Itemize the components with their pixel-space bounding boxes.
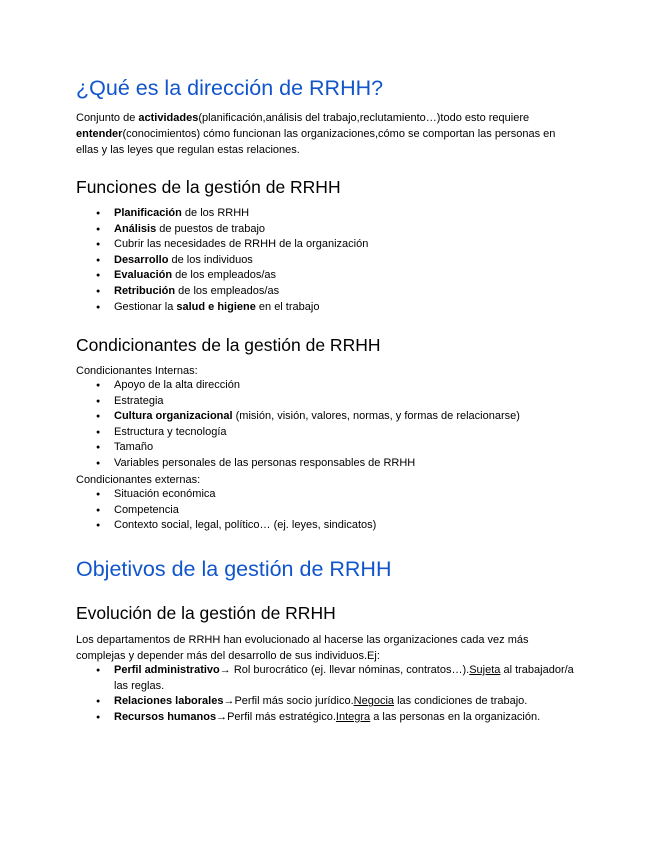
list-item (76, 284, 581, 300)
text-run: de los empleados/as (172, 269, 277, 282)
text-run: las condiciones de trabajo. (394, 695, 528, 708)
underlined-term: Negocia (353, 695, 395, 708)
list-item (76, 222, 581, 238)
text-run: a las personas en la organización. (370, 710, 541, 723)
text-run: de los empleados/as (175, 284, 280, 297)
text-run: Gestionar la (114, 300, 177, 313)
text-run: Variables personales de las personas responsables de RRHH (114, 456, 416, 469)
text-run: Estructura y tecnología (114, 425, 227, 438)
text-run: Situación económica (114, 488, 216, 500)
text-run: Competencia (114, 503, 179, 516)
bold-term: Recursos humanos (114, 710, 217, 723)
external-list (76, 487, 581, 534)
list-item (76, 487, 581, 503)
bold-term: Perfil administrativo (114, 664, 220, 676)
text-run: → Rol burocrático (ej. llevar nóminas, contratos…). (219, 664, 470, 676)
list-item (76, 456, 581, 472)
list-item (76, 440, 581, 456)
text-run: en el trabajo (255, 300, 320, 313)
heading-que-es-rrhh: ¿Qué es la dirección de RRHH? (76, 76, 384, 100)
list-item (76, 409, 581, 425)
text-run: →Perfil más estratégico. (216, 710, 336, 723)
bold-term: Relaciones laborales (114, 695, 224, 708)
funciones-list (76, 206, 581, 315)
heading-condicionantes: Condicionantes de la gestión de RRHH (76, 335, 381, 355)
text-run: de los RRHH (181, 207, 250, 219)
list-item (76, 425, 581, 441)
text-run: Estrategia (114, 394, 164, 407)
internal-label: Condicionantes Internas: (76, 365, 198, 377)
bold-term: Cultura organizacional (114, 410, 233, 423)
underlined-term: Sujeta (469, 664, 501, 676)
text-run: Cubrir las necesidades de RRHH de la organización (114, 238, 369, 251)
bold-term: salud e higiene (176, 300, 256, 313)
list-item (76, 253, 581, 269)
text-run: de puestos de trabajo (156, 222, 266, 235)
heading-evolucion: Evolución de la gestión de RRHH (76, 603, 336, 623)
evolucion-list (76, 663, 581, 725)
text-run: Tamaño (114, 441, 154, 454)
intro-paragraph (76, 110, 581, 158)
external-label: Condicionantes externas: (76, 474, 201, 486)
bold-term: actividades (138, 112, 199, 124)
list-item (76, 663, 581, 694)
bold-term: Desarrollo (114, 253, 169, 266)
bold-term: Análisis (114, 222, 157, 235)
list-item (76, 206, 581, 222)
list-item (76, 694, 581, 710)
heading-objetivos: Objetivos de la gestión de RRHH (76, 557, 392, 581)
text-run: (misión, visión, valores, normas, y formas de relacionarse) (232, 410, 520, 423)
list-item (76, 268, 581, 284)
list-item (76, 518, 581, 534)
list-item (76, 710, 581, 726)
underlined-term: Integra (335, 710, 371, 723)
text-run: Apoyo de la alta dirección (114, 379, 240, 391)
list-item (76, 394, 581, 410)
text-run: al trabajador/a las reglas. (114, 664, 574, 692)
list-item (76, 503, 581, 519)
text-run: (planificación,análisis del trabajo,reclutamiento…)todo esto requiere (198, 112, 530, 124)
text-run: Contexto social, legal, político… (ej. leyes, sindicatos) (114, 519, 377, 532)
heading-funciones: Funciones de la gestión de RRHH (76, 177, 341, 197)
list-item (76, 237, 581, 253)
bold-term: Evaluación (114, 269, 173, 282)
internal-list (76, 378, 581, 472)
evolucion-paragraph (76, 632, 581, 664)
text-run: de los individuos (168, 253, 253, 266)
bold-term: entender (76, 128, 123, 140)
text-run: →Perfil más socio jurídico. (223, 695, 354, 708)
text-run: Conjunto de (76, 112, 139, 124)
list-item (76, 378, 581, 394)
list-item (76, 300, 581, 316)
bold-term: Retribución (114, 284, 176, 297)
text-run: (conocimientos) cómo funcionan las organizaciones,cómo se comportan las personas en ellas y las leyes que regulan estas relaciones. (76, 128, 556, 156)
bold-term: Planificación (114, 207, 182, 219)
text-run: Los departamentos de RRHH han evolucionado al hacerse las organizaciones cada vez más complejas y depender más del desarrollo de sus individuos.Ej: (76, 634, 529, 662)
